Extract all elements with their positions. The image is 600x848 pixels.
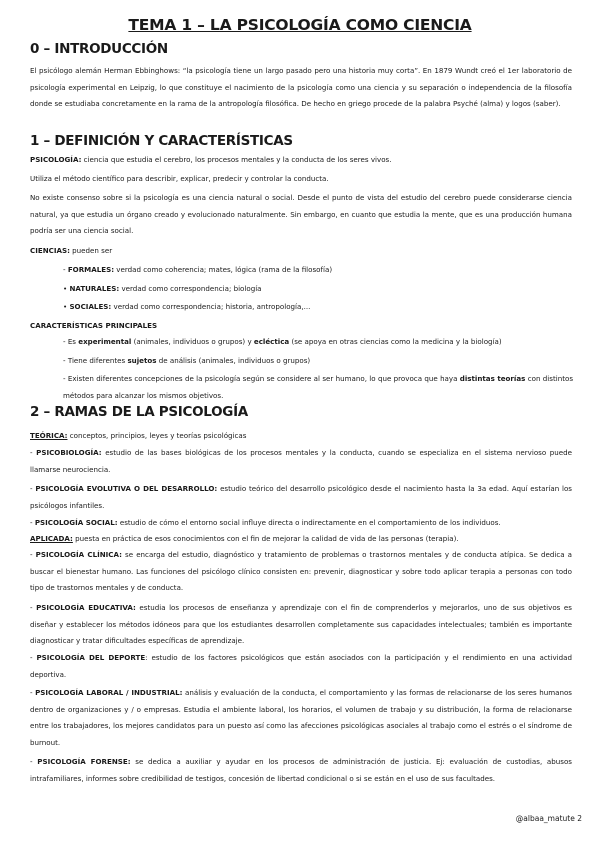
psicobiologia-label: PSICOBIOLOGÍA: [36,448,102,457]
clinica-label: PSICOLOGÍA CLÍNICA: [35,550,122,559]
deporte-text: : estudio de los factores psicológicos que están asociados con la participación y el rendimiento en una actividad deportiva. [30,653,573,679]
psicobiologia-paragraph: - PSICOBIOLOGÍA: estudio de las bases biológicas de los procesos mentales y la conducta, cuando se especializa en el sistema nervioso puede llamarse neurociencia. [30,448,572,474]
intro-paragraph: El psicólogo alemán Herman Ebbinghows: “la psicología tiene un largo pasado pero una historia muy corta”. En 1879 Wundt creó el 1er laboratorio de psicología experimental en Leipzig, lo que constituye el nacimiento de la psicología como una ciencia y su separación o independencia de la filosofía donde se estudiaba concretamente en la rama de la antropología filosófica. De hecho en griego procede de la palabra Psyché (alma) y logos (saber). [30,66,572,108]
aplicada-paragraph [30,531,572,548]
formales-label: FORMALES: [67,265,115,274]
ciencias-label: CIENCIAS: [30,246,70,255]
educativa-label: PSICOLOGÍA EDUCATIVA: [36,603,136,612]
sociales-label: SOCIALES: [69,302,112,311]
c1-text-e: (se apoya en otras ciencias como la medicina y la biología) [289,337,502,346]
aplicada-label: APLICADA: [30,534,73,543]
c1-text-c: (animales, individuos o grupos) y [131,337,254,346]
method-paragraph: Utiliza el método científico para describir, explicar, predecir y controlar la conducta. [30,174,329,183]
deporte-label: PSICOLOGÍA DEL DEPORTE [36,653,146,662]
footer-author: @albaa_matute 2 [515,814,582,823]
heading-definicion: 1 – DEFINICIÓN Y CARACTERÍSTICAS [30,133,293,149]
c1-experimental: experimental [78,337,132,346]
naturales-text: verdad como correspondencia; biología [119,284,262,293]
list-item-naturales: • NATURALES: verdad como correspondencia; biología [63,284,262,293]
sociales-text: verdad como correspondencia; historia, antropología,... [111,302,311,311]
forense-text: se dedica a auxiliar y ayudar en los procesos de administración de justicia. Ej: evaluación de custodias, abusos intrafamiliares, informes sobre credibilidad de testigos, concesión de libertad condicional o si se están en el uso de sus facultades. [30,757,572,783]
social-label: PSICOLOGÍA SOCIAL: [34,518,118,527]
list-item-sociales: • SOCIALES: verdad como correspondencia; historia, antropología,... [63,302,311,311]
ciencias-text: pueden ser [69,246,113,255]
c1-eclectica: ecléctica [253,337,290,346]
caracteristica-item-3: - Existen diferentes concepciones de la psicología según se considere al ser humano, lo que provoca que haya distintas teorías con distintos métodos para alcanzar los mismos objetivos. [63,374,574,400]
list-item-formales: - FORMALES: verdad como coherencia; mates, lógica (rama de la filosofía) [63,265,333,274]
consensus-paragraph: No existe consenso sobre si la psicología es una ciencia natural o social. Desde el punto de vista del estudio del cerebro puede considerarse ciencia natural, ya que estudia un órgano creado y evolucionado naturalmente. Sin embargo, en cuanto que estudia la mente, que es una producción humana podría ser una ciencia social. [30,193,572,235]
evolutiva-paragraph: - PSICOLOGÍA EVOLUTIVA O DEL DESARROLLO: estudio teórico del desarrollo psicológico desde el nacimiento hasta la 3a edad. Aquí estarían los psicólogos infantiles. [30,484,572,510]
social-paragraph: - PSICOLOGÍA SOCIAL: estudio de cómo el entorno social influye directa o indirectamente en el comportamiento de los individuos. [30,518,501,527]
teorica-paragraph [30,428,572,445]
clinica-text: se encarga del estudio, diagnóstico y tratamiento de problemas o trastornos mentales y de conducta atípica. Se dedica a buscar el bienestar humano. Las funciones del psicólogo clínico consisten en: prevenir, diagnosticar y sobre todo aplicar terapia a personas con todo tipo de trastornos mentales y de conducta. [30,550,572,592]
forense-label: PSICOLOGÍA FORENSE: [37,757,131,766]
formales-text: verdad como coherencia; mates, lógica (rama de la filosofía) [114,265,333,274]
caracteristica-item-1: - Es experimental (animales, individuos o grupos) y ecléctica (se apoya en otras ciencias como la medicina y la biología) [63,337,502,346]
definition-paragraph [30,152,572,169]
c1-text-a: Es [67,337,79,346]
psicobiologia-text: estudio de las bases biológicas de los procesos mentales y la conducta, cuando se especializa en el sistema nervioso puede llamarse neurociencia. [30,448,572,474]
educativa-text: estudia los procesos de enseñanza y aprendizaje con el fin de comprenderlos y mejorarlos, uno de sus objetivos es diseñar y establecer los métodos idóneos para que los estudiantes desarrollen completamente sus capacidades intelectuales; también es importante diagnosticar y tratar dificultades específicas de aprendizaje. [30,603,572,645]
definition-label: PSICOLOGÍA: [30,155,82,164]
c2-text-a: Tiene diferentes [67,356,128,365]
deporte-paragraph: - PSICOLOGÍA DEL DEPORTE: estudio de los factores psicológicos que están asociados con la participación y el rendimiento en una actividad deportiva. [30,653,573,679]
definition-text: ciencia que estudia el cerebro, los procesos mentales y la conducta de los seres vivos. [81,155,392,164]
aplicada-text: puesta en práctica de esos conocimientos con el fin de mejorar la calidad de vida de las personas (terapia). [72,534,459,543]
forense-paragraph: - PSICOLOGÍA FORENSE: se dedica a auxiliar y ayudar en los procesos de administración de justicia. Ej: evaluación de custodias, abusos intrafamiliares, informes sobre credibilidad de testigos, concesión de libertad condicional o si se están en el uso de sus facultades. [30,757,572,783]
c2-sujetos: sujetos [127,356,157,365]
teorica-label: TEÓRICA: [30,431,68,440]
c3-distintas-teorias: distintas teorías [459,374,526,383]
heading-introduccion: 0 – INTRODUCCIÓN [30,41,168,57]
teorica-text: conceptos, principios, leyes y teorías psicológicas [67,431,247,440]
educativa-paragraph: - PSICOLOGÍA EDUCATIVA: estudia los procesos de enseñanza y aprendizaje con el fin de comprenderlos y mejorarlos, uno de sus objetivos es diseñar y establecer los métodos idóneos para que los estudiantes desarrollen completamente sus capacidades intelectuales; también es importante diagnosticar y tratar dificultades específicas de aprendizaje. [30,603,572,645]
c2-text-c: de análisis (animales, individuos o grupos) [156,356,311,365]
heading-ramas: 2 – RAMAS DE LA PSICOLOGÍA [30,404,248,420]
evolutiva-label: PSICOLOGÍA EVOLUTIVA O DEL DESARROLLO: [35,484,218,493]
laboral-paragraph: - PSICOLOGÍA LABORAL / INDUSTRIAL: análisis y evaluación de la conducta, el comportamiento y las formas de relacionarse de los seres humanos dentro de organizaciones y / o empresas. Estudia el ambiente laboral, los horarios, el volumen de trabajo y su distribución, la forma de relacionarse entre los trabajadores, los mejores candidatos para un puesto así como las afecciones psicológicas asociales al trabajo como el estrés o el síndrome de burnout. [30,688,572,747]
laboral-text: análisis y evaluación de la conducta, el comportamiento y las formas de relacionarse de los seres humanos dentro de organizaciones y / o empresas. Estudia el ambiente laboral, los horarios, el volumen de trabajo y su distribución, la forma de relacionarse entre los trabajadores, los mejores candidatos para un puesto así como las afecciones psicológicas asociales al trabajo como el estrés o el síndrome de burnout. [30,688,572,747]
laboral-label: PSICOLOGÍA LABORAL / INDUSTRIAL: [35,688,183,697]
c3-text-c: con distintos métodos para alcanzar los mismos objetivos. [63,374,574,400]
social-text: estudio de cómo el entorno social influye directa o indirectamente en el comportamiento de los individuos. [117,518,501,527]
caracteristica-item-2: - Tiene diferentes sujetos de análisis (animales, individuos o grupos) [63,356,311,365]
page-title: TEMA 1 – LA PSICOLOGÍA COMO CIENCIA [128,16,472,34]
ciencias-paragraph [30,243,572,260]
caracteristicas-heading: CARACTERÍSTICAS PRINCIPALES [30,321,158,330]
naturales-label: NATURALES: [69,284,120,293]
clinica-paragraph: - PSICOLOGÍA CLÍNICA: se encarga del estudio, diagnóstico y tratamiento de problemas o trastornos mentales y de conducta atípica. Se dedica a buscar el bienestar humano. Las funciones del psicólogo clínico consisten en: prevenir, diagnosticar y sobre todo aplicar terapia a personas con todo tipo de trastornos mentales y de conducta. [30,550,572,592]
c3-text-a: Existen diferentes concepciones de la psicología según se considere al ser humano, lo que provoca que haya [67,374,460,383]
evolutiva-text: estudio teórico del desarrollo psicológico desde el nacimiento hasta la 3a edad. Aquí estarían los psicólogos infantiles. [30,484,572,510]
